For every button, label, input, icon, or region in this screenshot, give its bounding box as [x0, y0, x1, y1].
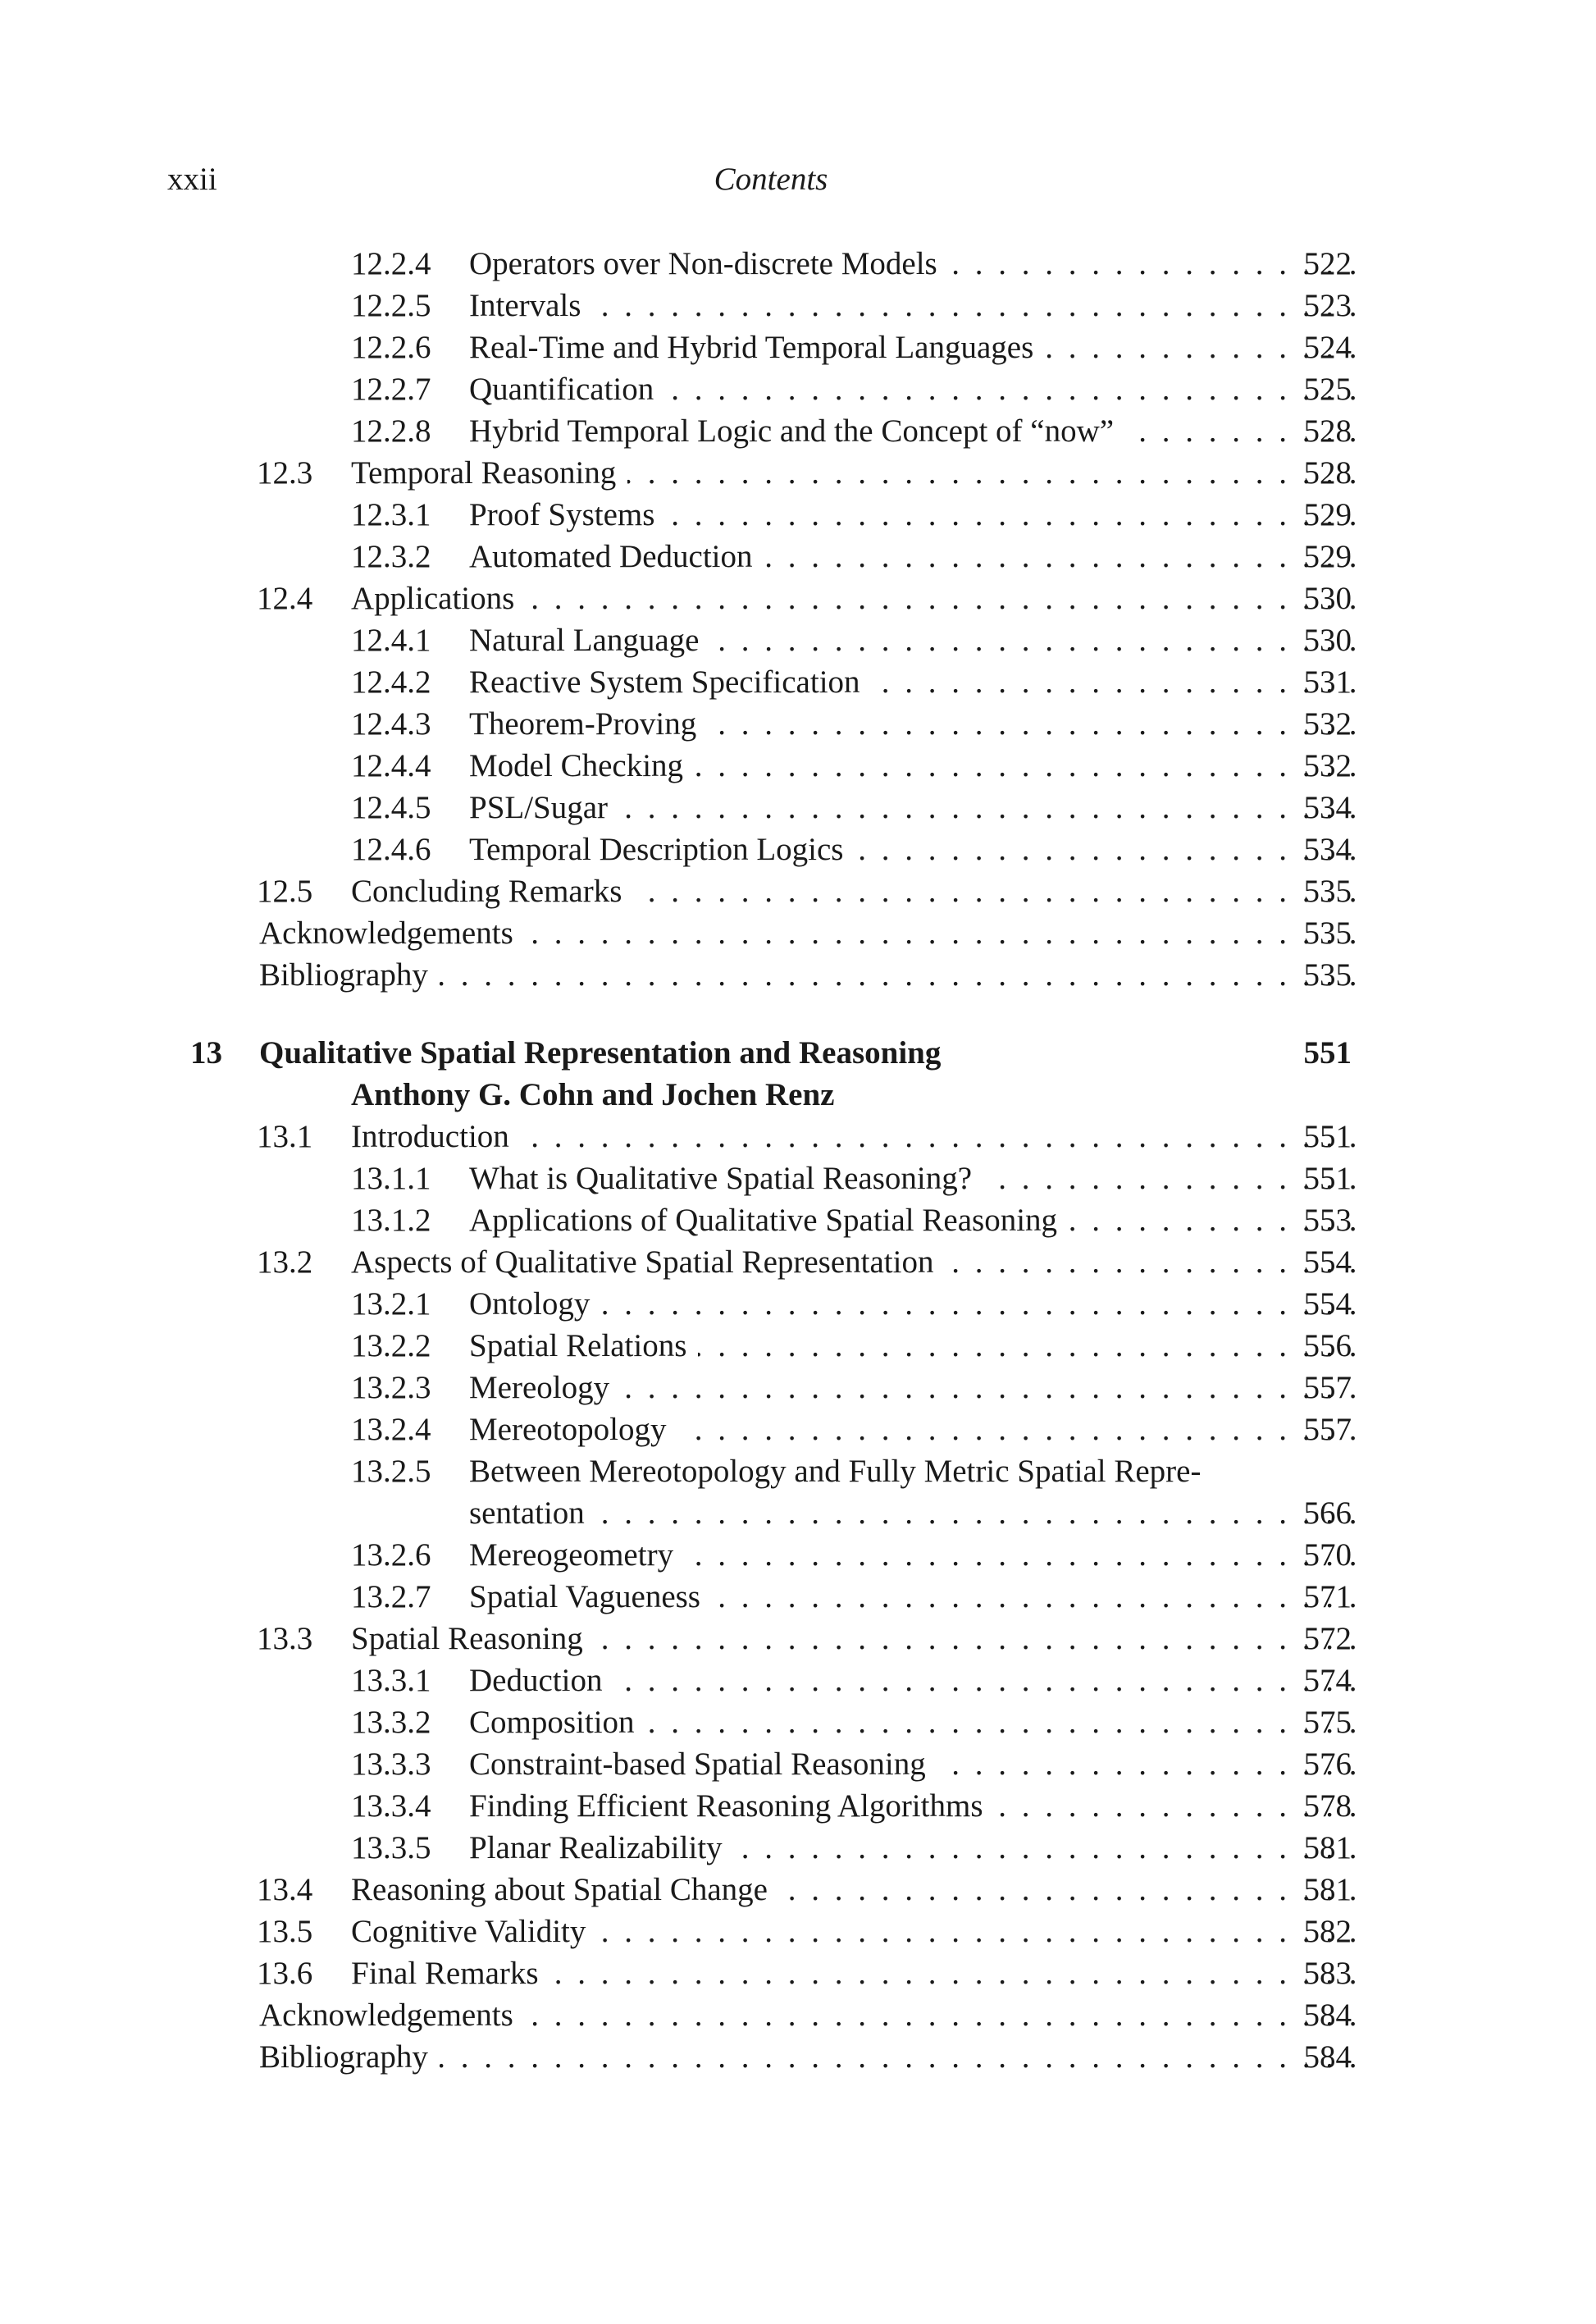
page-ref: 530 [1303, 581, 1352, 616]
toc-entry[interactable] [0, 1576, 1596, 1618]
section-title: Applications of Qualitative Spatial Reasoning [469, 1203, 1069, 1238]
page-ref: 554 [1303, 1244, 1352, 1280]
section-number: 13.2 [257, 1244, 313, 1280]
section-title: Model Checking [469, 748, 695, 783]
section-title: Reactive System Specification [469, 664, 872, 700]
section-title: Hybrid Temporal Logic and the Concept of “now” [469, 413, 1125, 449]
section-title: Constraint-based Spatial Reasoning [469, 1746, 937, 1782]
page-ref: 572 [1303, 1621, 1352, 1656]
page-ref: 571 [1303, 1579, 1352, 1614]
page-ref: 529 [1303, 539, 1352, 574]
page-ref: 532 [1303, 706, 1352, 742]
section-title: Automated Deduction [469, 539, 764, 574]
page-ref: 574 [1303, 1663, 1352, 1698]
section-number: 12.4.5 [351, 790, 431, 825]
section-title: Temporal Description Logics [469, 832, 855, 867]
section-number: 12.3.2 [351, 539, 431, 574]
section-number: 13.3.1 [351, 1663, 431, 1698]
toc-entry[interactable] [0, 1701, 1596, 1743]
page-ref: 557 [1303, 1412, 1352, 1447]
section-number: 13.1.1 [351, 1161, 431, 1196]
page-ref: 584 [1303, 2039, 1352, 2075]
section-title: Acknowledgements [259, 915, 525, 951]
toc-entry[interactable] [0, 1367, 1596, 1409]
page-ref: 581 [1303, 1830, 1352, 1865]
toc-entry[interactable] [0, 954, 1596, 996]
page-ref: 553 [1303, 1203, 1352, 1238]
page-ref: 523 [1303, 288, 1352, 323]
toc-entry[interactable] [0, 326, 1596, 368]
toc-entry[interactable] [0, 1869, 1596, 1911]
toc-entry[interactable] [0, 536, 1596, 578]
section-title: Mereotopology [469, 1412, 677, 1447]
page-ref: 551 [1303, 1035, 1352, 1071]
section-number: 13.2.6 [351, 1537, 431, 1573]
section-number: 13.2.4 [351, 1412, 431, 1447]
section-title: Spatial Vagueness [469, 1579, 712, 1614]
page-ref: 556 [1303, 1328, 1352, 1363]
toc-entry[interactable] [0, 1994, 1596, 2036]
section-title: Operators over Non-discrete Models [469, 246, 949, 281]
page-ref: 529 [1303, 497, 1352, 532]
page-number: xxii [167, 162, 217, 197]
toc-entry[interactable] [0, 661, 1596, 703]
page-ref: 528 [1303, 455, 1352, 491]
toc-entry-continuation[interactable] [0, 1492, 1596, 1534]
section-number: 12.2.5 [351, 288, 431, 323]
page-ref: 531 [1303, 664, 1352, 700]
section-title: Aspects of Qualitative Spatial Representation [351, 1244, 945, 1280]
toc-entry[interactable] [0, 1743, 1596, 1785]
section-title: Between Mereotopology and Fully Metric Spatial Repre- [469, 1454, 1202, 1489]
page-ref: 582 [1303, 1914, 1352, 1949]
toc-entry[interactable] [0, 829, 1596, 870]
page-ref: 535 [1303, 874, 1352, 909]
page-ref: 535 [1303, 957, 1352, 993]
toc-entry[interactable] [0, 452, 1596, 494]
page-ref: 525 [1303, 372, 1352, 407]
toc-entry[interactable] [0, 1283, 1596, 1325]
toc-entry[interactable] [0, 1911, 1596, 1952]
section-title: Proof Systems [469, 497, 666, 532]
page-ref: 532 [1303, 748, 1352, 783]
section-title: Intervals [469, 288, 592, 323]
toc-entry[interactable] [0, 1618, 1596, 1660]
section-number: 13.4 [257, 1872, 313, 1907]
section-title: Planar Realizability [469, 1830, 734, 1865]
section-number: 13.5 [257, 1914, 313, 1949]
authors-text: Anthony G. Cohn and Jochen Renz [351, 1077, 835, 1112]
toc-entry[interactable] [0, 1409, 1596, 1450]
toc-entry[interactable] [0, 1952, 1596, 1994]
section-title: Temporal Reasoning [351, 455, 627, 491]
section-number: 13.3 [257, 1621, 313, 1656]
page-ref: 551 [1303, 1161, 1352, 1196]
page-ref: 554 [1303, 1286, 1352, 1322]
toc-entry[interactable] [0, 1116, 1596, 1157]
toc-chapter[interactable] [0, 1032, 1596, 1074]
section-number: 12.4 [257, 581, 313, 616]
page-ref: 570 [1303, 1537, 1352, 1573]
section-title: What is Qualitative Spatial Reasoning? [469, 1161, 983, 1196]
section-title: Bibliography [259, 2039, 440, 2075]
running-title: Contents [714, 162, 828, 197]
toc-entry[interactable] [0, 285, 1596, 326]
chapter-authors [0, 1074, 1596, 1116]
section-number: 12.4.1 [351, 623, 431, 658]
section-number: 13.3.2 [351, 1705, 431, 1740]
section-title: Cognitive Validity [351, 1914, 597, 1949]
page-ref: 534 [1303, 832, 1352, 867]
section-title: Real-Time and Hybrid Temporal Languages [469, 330, 1045, 365]
toc-entry[interactable] [0, 2036, 1596, 2078]
page-ref: 557 [1303, 1370, 1352, 1405]
section-title: Reasoning about Spatial Change [351, 1872, 779, 1907]
page-header [0, 161, 1596, 202]
toc-entry[interactable] [0, 1157, 1596, 1199]
toc-entry[interactable] [0, 1785, 1596, 1827]
page-ref: 530 [1303, 623, 1352, 658]
page-ref: 578 [1303, 1788, 1352, 1824]
toc-entry[interactable] [0, 787, 1596, 829]
section-title: Acknowledgements [259, 1998, 525, 2033]
section-number: 13.3.3 [351, 1746, 431, 1782]
page-ref: 575 [1303, 1705, 1352, 1740]
page-ref: 524 [1303, 330, 1352, 365]
page-ref: 551 [1303, 1119, 1352, 1154]
section-title: Final Remarks [351, 1956, 550, 1991]
toc-entry[interactable] [0, 1450, 1596, 1492]
section-title: Composition [469, 1705, 646, 1740]
section-number: 12.2.4 [351, 246, 431, 281]
section-number: 13.3.5 [351, 1830, 431, 1865]
section-title: sentation [469, 1495, 596, 1531]
section-number: 13.2.3 [351, 1370, 431, 1405]
page-ref: 584 [1303, 1998, 1352, 2033]
page-ref: 566 [1303, 1495, 1352, 1531]
section-number: 13.3.4 [351, 1788, 431, 1824]
section-title: Ontology [469, 1286, 601, 1322]
section-number: 12.4.2 [351, 664, 431, 700]
toc-entry[interactable] [0, 1827, 1596, 1869]
page-ref: 522 [1303, 246, 1352, 281]
section-number: 12.4.4 [351, 748, 431, 783]
section-number: 13.6 [257, 1956, 313, 1991]
section-number: 13.2.1 [351, 1286, 431, 1322]
page-ref: 583 [1303, 1956, 1352, 1991]
toc-entry[interactable] [0, 243, 1596, 285]
section-number: 12.2.8 [351, 413, 431, 449]
section-title: Deduction [469, 1663, 613, 1698]
toc-entry[interactable] [0, 619, 1596, 661]
section-number: 12.4.3 [351, 706, 431, 742]
page-ref: 581 [1303, 1872, 1352, 1907]
table-of-contents [0, 243, 1596, 2078]
section-title: Concluding Remarks [351, 874, 633, 909]
toc-entry[interactable] [0, 1660, 1596, 1701]
section-number: 12.2.7 [351, 372, 431, 407]
section-title: Mereology [469, 1370, 621, 1405]
chapter-number: 13 [190, 1035, 222, 1071]
section-title: Spatial Relations [469, 1328, 698, 1363]
section-title: Applications [351, 581, 526, 616]
section-number: 12.2.6 [351, 330, 431, 365]
section-number: 12.4.6 [351, 832, 431, 867]
page-ref: 528 [1303, 413, 1352, 449]
toc-entry[interactable] [0, 745, 1596, 787]
section-title: Natural Language [469, 623, 710, 658]
chapter-title: Qualitative Spatial Representation and Reasoning [259, 1035, 942, 1071]
toc-entry[interactable] [0, 1241, 1596, 1283]
toc-entry[interactable] [0, 703, 1596, 745]
toc-entry[interactable] [0, 578, 1596, 619]
page-ref: 576 [1303, 1746, 1352, 1782]
section-number: 12.5 [257, 874, 313, 909]
toc-entry[interactable] [0, 1199, 1596, 1241]
page-ref: 535 [1303, 915, 1352, 951]
toc-entry[interactable] [0, 870, 1596, 912]
section-title: PSL/Sugar [469, 790, 619, 825]
section-title: Finding Efficient Reasoning Algorithms [469, 1788, 995, 1824]
page-ref: 534 [1303, 790, 1352, 825]
section-title: Quantification [469, 372, 665, 407]
section-number: 13.1.2 [351, 1203, 431, 1238]
toc-entry[interactable] [0, 1534, 1596, 1576]
section-number: 12.3 [257, 455, 313, 491]
toc-entry[interactable] [0, 494, 1596, 536]
section-title: Bibliography [259, 957, 440, 993]
section-title: Mereogeometry [469, 1537, 685, 1573]
section-number: 13.2.2 [351, 1328, 431, 1363]
section-title: Theorem-Proving [469, 706, 708, 742]
section-number: 13.1 [257, 1119, 313, 1154]
section-title: Introduction [351, 1119, 521, 1154]
toc-entry[interactable] [0, 912, 1596, 954]
section-number: 12.3.1 [351, 497, 431, 532]
section-number: 13.2.7 [351, 1579, 431, 1614]
section-title: Spatial Reasoning [351, 1621, 595, 1656]
section-number: 13.2.5 [351, 1454, 431, 1489]
toc-entry[interactable] [0, 1325, 1596, 1367]
toc-entry[interactable] [0, 410, 1596, 452]
toc-entry[interactable] [0, 368, 1596, 410]
